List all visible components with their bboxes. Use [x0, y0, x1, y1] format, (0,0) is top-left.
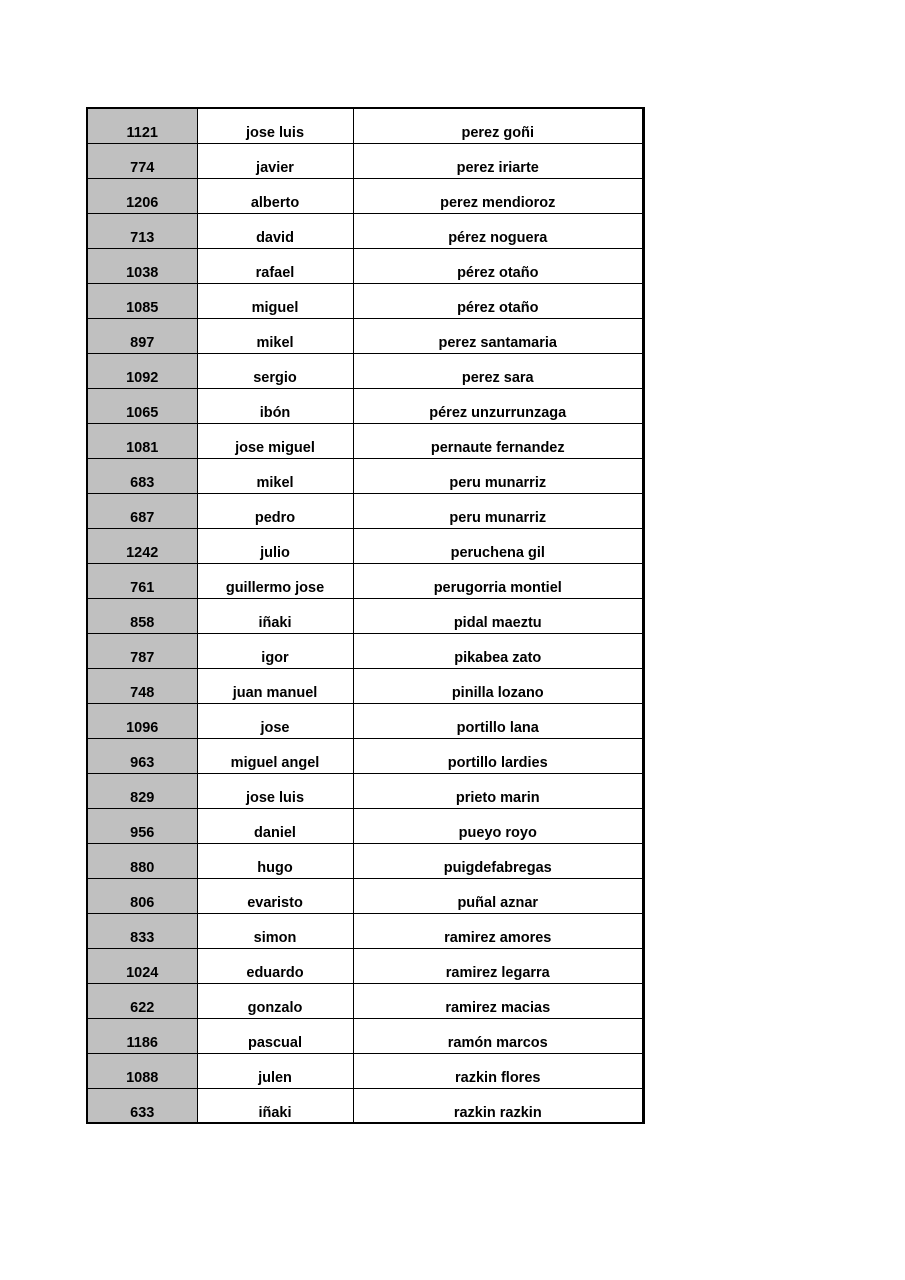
id-cell: 1088: [87, 1053, 197, 1088]
table-row: [87, 283, 644, 318]
first-name-cell: iñaki: [197, 598, 353, 633]
table-row: [87, 493, 644, 528]
table-row: [87, 738, 644, 773]
first-name-cell: jose: [197, 703, 353, 738]
last-name-cell: pidal maeztu: [353, 598, 644, 633]
first-name-cell: juan manuel: [197, 668, 353, 703]
first-name-cell: mikel: [197, 458, 353, 493]
table-row: [87, 423, 644, 458]
id-cell: 1121: [87, 108, 197, 143]
id-cell: 1081: [87, 423, 197, 458]
table-row: [87, 913, 644, 948]
table-row: [87, 598, 644, 633]
table-row: [87, 1053, 644, 1088]
table-row: [87, 213, 644, 248]
first-name-cell: javier: [197, 143, 353, 178]
last-name-cell: pérez otaño: [353, 248, 644, 283]
first-name-cell: guillermo jose: [197, 563, 353, 598]
id-cell: 1038: [87, 248, 197, 283]
first-name-cell: evaristo: [197, 878, 353, 913]
id-cell: 748: [87, 668, 197, 703]
id-cell: 787: [87, 633, 197, 668]
last-name-cell: perez sara: [353, 353, 644, 388]
id-cell: 683: [87, 458, 197, 493]
last-name-cell: peruchena gil: [353, 528, 644, 563]
table-row: [87, 703, 644, 738]
id-cell: 1024: [87, 948, 197, 983]
data-table: [86, 107, 645, 1124]
first-name-cell: simon: [197, 913, 353, 948]
last-name-cell: perez iriarte: [353, 143, 644, 178]
id-cell: 622: [87, 983, 197, 1018]
last-name-cell: ramirez macias: [353, 983, 644, 1018]
last-name-cell: perez mendioroz: [353, 178, 644, 213]
id-cell: 956: [87, 808, 197, 843]
last-name-cell: pérez unzurrunzaga: [353, 388, 644, 423]
first-name-cell: daniel: [197, 808, 353, 843]
id-cell: 1085: [87, 283, 197, 318]
last-name-cell: prieto marin: [353, 773, 644, 808]
last-name-cell: portillo lardies: [353, 738, 644, 773]
first-name-cell: jose luis: [197, 773, 353, 808]
first-name-cell: rafael: [197, 248, 353, 283]
table-row: [87, 528, 644, 563]
first-name-cell: jose luis: [197, 108, 353, 143]
id-cell: 774: [87, 143, 197, 178]
first-name-cell: sergio: [197, 353, 353, 388]
table-row: [87, 773, 644, 808]
last-name-cell: puñal aznar: [353, 878, 644, 913]
table-row: [87, 458, 644, 493]
id-cell: 713: [87, 213, 197, 248]
first-name-cell: miguel: [197, 283, 353, 318]
table-row: [87, 843, 644, 878]
last-name-cell: razkin flores: [353, 1053, 644, 1088]
id-cell: 829: [87, 773, 197, 808]
last-name-cell: puigdefabregas: [353, 843, 644, 878]
table-row: [87, 878, 644, 913]
table-row: [87, 808, 644, 843]
first-name-cell: mikel: [197, 318, 353, 353]
first-name-cell: hugo: [197, 843, 353, 878]
last-name-cell: ramón marcos: [353, 1018, 644, 1053]
first-name-cell: jose miguel: [197, 423, 353, 458]
table-row: [87, 948, 644, 983]
id-cell: 806: [87, 878, 197, 913]
id-cell: 880: [87, 843, 197, 878]
first-name-cell: julen: [197, 1053, 353, 1088]
id-cell: 897: [87, 318, 197, 353]
table-row: [87, 1088, 644, 1123]
last-name-cell: perugorria montiel: [353, 563, 644, 598]
first-name-cell: ibón: [197, 388, 353, 423]
first-name-cell: pascual: [197, 1018, 353, 1053]
last-name-cell: razkin razkin: [453, 1104, 542, 1121]
table-row: [87, 143, 644, 178]
first-name-cell: julio: [197, 528, 353, 563]
id-cell: 858: [87, 598, 197, 633]
first-name-cell: pedro: [197, 493, 353, 528]
first-name-cell: alberto: [197, 178, 353, 213]
last-name-cell: pernaute fernandez: [353, 423, 644, 458]
id-cell: 833: [87, 913, 197, 948]
table-row: [87, 318, 644, 353]
last-name-cell: pérez noguera: [353, 213, 644, 248]
table-row: [87, 563, 644, 598]
id-cell: 761: [87, 563, 197, 598]
id-cell: 1186: [87, 1018, 197, 1053]
table-row: [87, 388, 644, 423]
last-name-cell: ramirez amores: [353, 913, 644, 948]
first-name-cell: gonzalo: [197, 983, 353, 1018]
id-cell: 1242: [87, 528, 197, 563]
id-cell: 1065: [87, 388, 197, 423]
table-body: [87, 108, 644, 1123]
last-name-cell: peru munarriz: [353, 493, 644, 528]
last-name-cell: pérez otaño: [353, 283, 644, 318]
id-cell: 1206: [87, 178, 197, 213]
last-name-cell: peru munarriz: [353, 458, 644, 493]
table-row: [87, 248, 644, 283]
table-row: [87, 353, 644, 388]
table-row: [87, 983, 644, 1018]
first-name-cell: david: [197, 213, 353, 248]
table-row: [87, 178, 644, 213]
first-name-cell: iñaki: [197, 1088, 353, 1123]
last-name-cell: portillo lana: [353, 703, 644, 738]
first-name-cell: eduardo: [197, 948, 353, 983]
last-name-cell: pinilla lozano: [353, 668, 644, 703]
id-cell: 1096: [87, 703, 197, 738]
first-name-cell: miguel angel: [197, 738, 353, 773]
last-name-cell: perez santamaria: [353, 318, 644, 353]
last-name-cell: pikabea zato: [353, 633, 644, 668]
id-cell: 633: [87, 1088, 197, 1123]
id-cell: 1092: [87, 353, 197, 388]
id-cell: 963: [87, 738, 197, 773]
last-name-cell: ramirez legarra: [353, 948, 644, 983]
table-row: [87, 1018, 644, 1053]
last-name-cell: perez goñi: [353, 108, 644, 143]
table-row: [87, 668, 644, 703]
last-name-cell: pueyo royo: [353, 808, 644, 843]
first-name-cell: igor: [197, 633, 353, 668]
id-cell: 687: [87, 493, 197, 528]
table-row: [87, 633, 644, 668]
table-row: [87, 108, 644, 143]
